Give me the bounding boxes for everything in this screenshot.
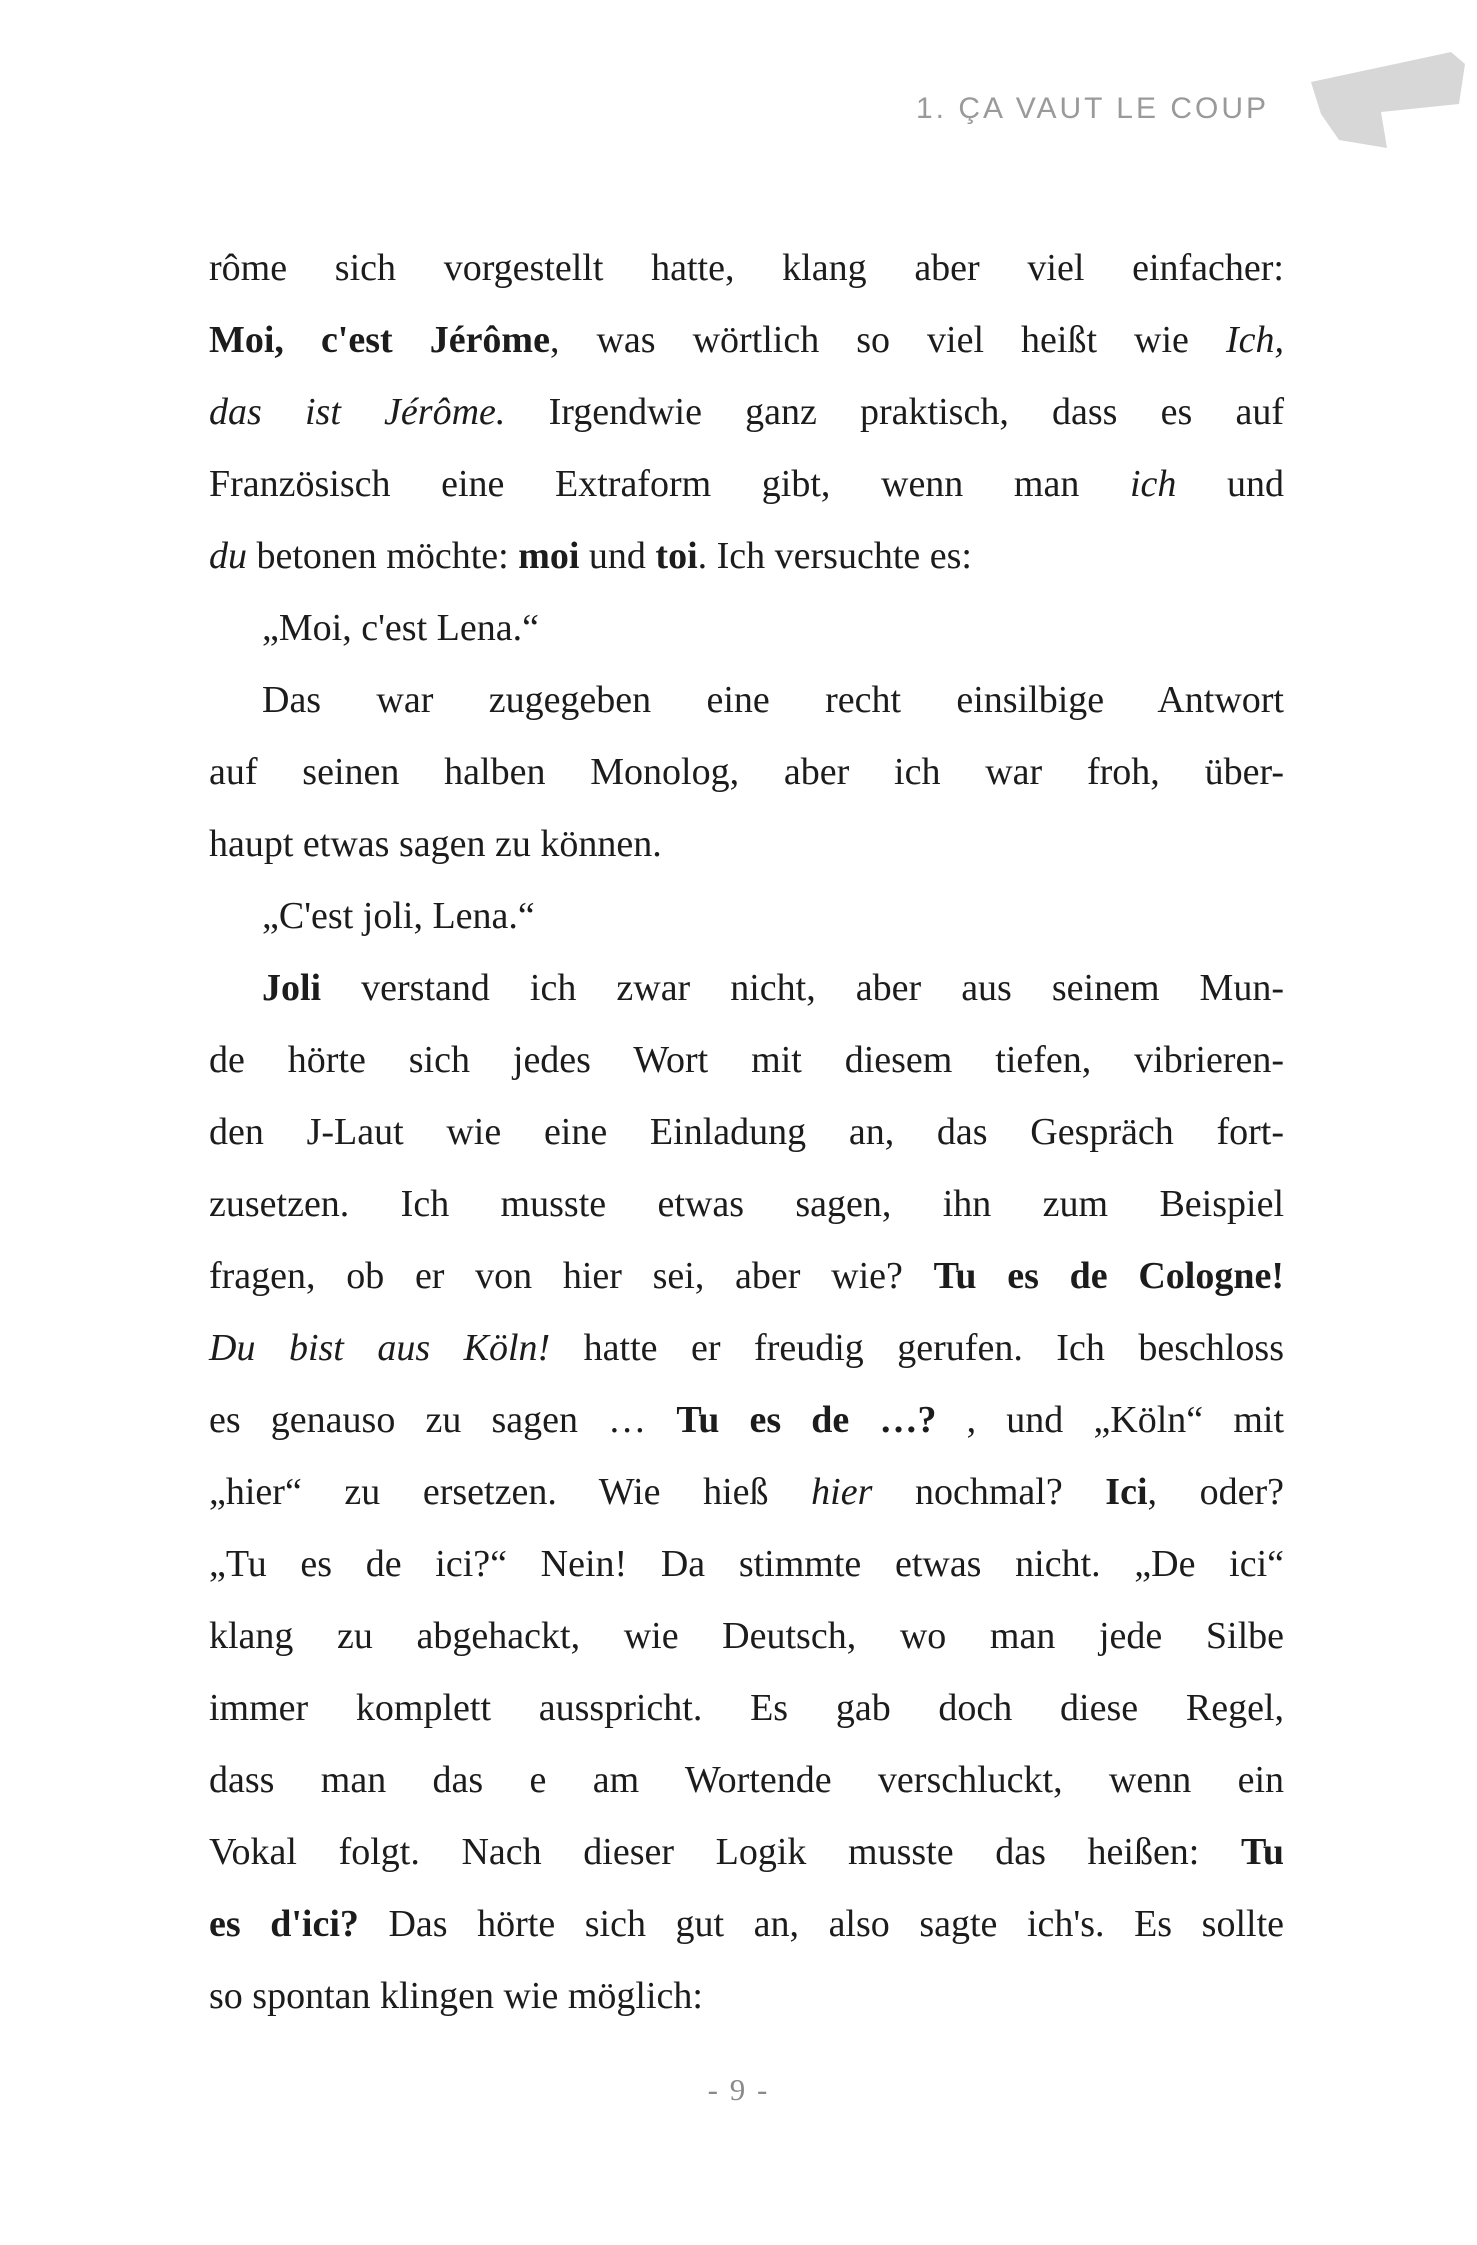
italic-text-run: Ich, [1225, 319, 1284, 361]
text-line [209, 808, 1284, 880]
bold-text-run: es d'ici? [209, 1903, 359, 1945]
text-run: zusetzen. Ich musste etwas sagen, ihn zum Beispiel [209, 1183, 1284, 1225]
text-run: und [1176, 463, 1284, 505]
bold-text-run: Tu es de Cologne! [933, 1255, 1284, 1297]
text-run: es genauso zu sagen … [209, 1399, 677, 1441]
text-line [209, 1888, 1284, 1960]
text-line [209, 1672, 1284, 1744]
text-run: und [579, 535, 656, 577]
text-run: Das hörte sich gut an, also sagte ich's. Es sollte [358, 1903, 1284, 1945]
bold-text-run: Joli [262, 967, 322, 1009]
italic-text-run: du [209, 535, 247, 577]
text-line [209, 232, 1284, 304]
text-line [209, 1024, 1284, 1096]
text-line [209, 1456, 1284, 1528]
text-line [209, 592, 1284, 664]
text-run: auf seinen halben Monolog, aber ich war froh, über- [209, 751, 1284, 793]
text-run: so spontan klingen wie möglich: [209, 1975, 703, 2017]
page-number: - 9 - [707, 2072, 770, 2107]
text-run: Das war zugegeben eine recht einsilbige Antwort [262, 679, 1284, 721]
bold-text-run: Tu [1241, 1831, 1284, 1873]
text-run: betonen möchte: [247, 535, 519, 577]
text-run: immer komplett ausspricht. Es gab doch diese Regel, [209, 1687, 1284, 1729]
text-line [209, 1240, 1284, 1312]
text-run: „Moi, c'est Lena.“ [262, 607, 539, 649]
body-text [209, 232, 1284, 2032]
corner-accent-polygon [1311, 52, 1465, 148]
italic-text-run: das ist Jérôme. [209, 391, 506, 433]
text-run: nochmal? [872, 1471, 1106, 1513]
text-run: fragen, ob er von hier sei, aber wie? [209, 1255, 934, 1297]
text-run: Französisch eine Extraform gibt, wenn man [209, 463, 1130, 505]
text-line [209, 1312, 1284, 1384]
text-run: klang zu abgehackt, wie Deutsch, wo man jede Silbe [209, 1615, 1284, 1657]
text-run: „C'est joli, Lena.“ [262, 895, 535, 937]
text-line [209, 664, 1284, 736]
text-line [209, 1600, 1284, 1672]
text-run: Vokal folgt. Nach dieser Logik musste das heißen: [209, 1831, 1241, 1873]
text-run: „hier“ zu ersetzen. Wie hieß [209, 1471, 812, 1513]
italic-text-run: hier [811, 1471, 873, 1513]
text-line [209, 1744, 1284, 1816]
italic-text-run: Du bist aus Köln! [209, 1327, 551, 1369]
running-header: 1. ÇA VAUT LE COUP [916, 92, 1269, 125]
bold-text-run: Moi, c'est Jérôme [209, 319, 550, 361]
bold-text-run: toi [655, 535, 698, 577]
text-line [209, 1960, 1284, 2032]
text-line [209, 736, 1284, 808]
text-run: . Ich versuchte es: [697, 535, 972, 577]
text-run: de hörte sich jedes Wort mit diesem tiefen, vibrieren- [209, 1039, 1284, 1081]
bold-text-run: Ici [1105, 1471, 1148, 1513]
text-line [209, 880, 1284, 952]
text-line [209, 376, 1284, 448]
text-line [209, 1384, 1284, 1456]
text-line [209, 1168, 1284, 1240]
text-line [209, 1096, 1284, 1168]
text-run: rôme sich vorgestellt hatte, klang aber viel einfacher: [209, 247, 1284, 289]
text-run: hatte er freudig gerufen. Ich beschloss [550, 1327, 1284, 1369]
text-run: , oder? [1147, 1471, 1285, 1513]
text-run: , was wörtlich so viel heißt wie [549, 319, 1226, 361]
text-line [209, 304, 1284, 376]
text-run: Irgendwie ganz praktisch, dass es auf [505, 391, 1284, 433]
text-line [209, 952, 1284, 1024]
text-line [209, 1816, 1284, 1888]
text-line [209, 520, 1284, 592]
text-run: den J-Laut wie eine Einladung an, das Gespräch fort- [209, 1111, 1284, 1153]
bold-text-run: moi [518, 535, 580, 577]
corner-accent-shape-icon [1309, 52, 1465, 152]
text-run: „Tu es de ici?“ Nein! Da stimmte etwas nicht. „De ici“ [209, 1543, 1284, 1585]
text-run: dass man das e am Wortende verschluckt, wenn ein [209, 1759, 1284, 1801]
text-line [209, 1528, 1284, 1600]
text-line [209, 448, 1284, 520]
text-run: , und „Köln“ mit [936, 1399, 1284, 1441]
text-run: haupt etwas sagen zu können. [209, 823, 662, 865]
bold-text-run: Tu es de …? [676, 1399, 937, 1441]
text-run: verstand ich zwar nicht, aber aus seinem Mun- [321, 967, 1284, 1009]
italic-text-run: ich [1129, 463, 1177, 505]
